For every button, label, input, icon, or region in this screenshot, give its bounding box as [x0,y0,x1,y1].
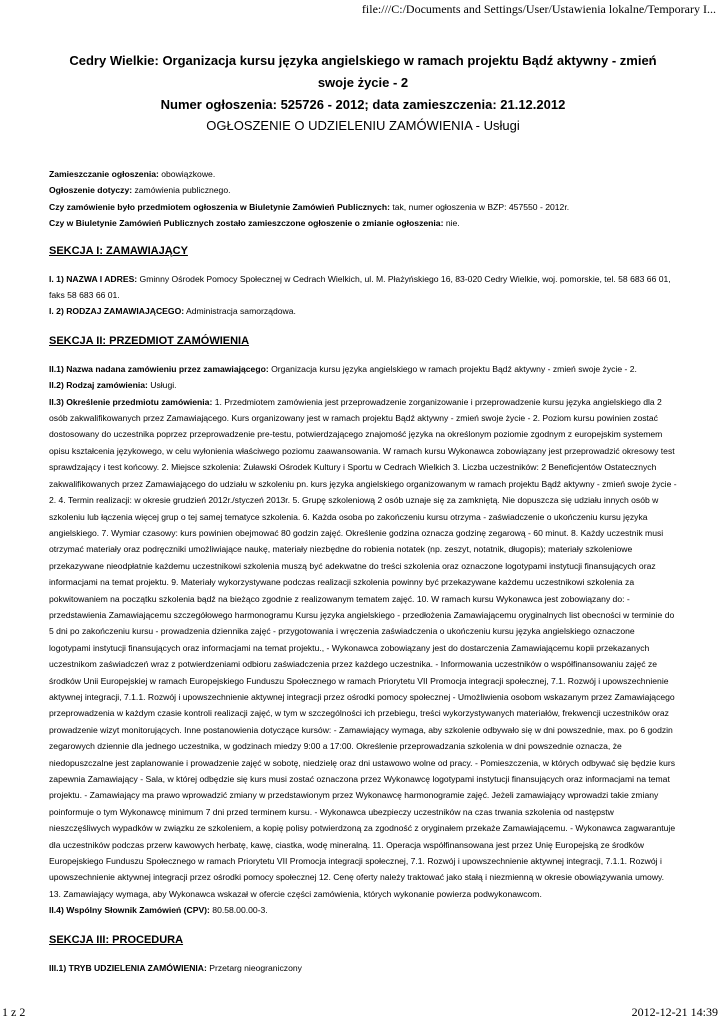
meta-label: Czy w Biuletynie Zamówień Publicznych zostało zamieszczone ogłoszenie o zmianie ogłoszenia: [49,218,444,229]
item-value: Gminny Ośrodek Pomocy Społecznej w Cedrach Wielkich, ul. M. Płażyńskiego 16, 83-020 Cedry Wielkie, woj. pomorskie, tel. 58 683 66 01, faks 58 683 66 01. [49,273,671,301]
page-count: 1 z 2 [2,1005,26,1019]
print-timestamp: 2012-12-21 14:39 [631,1005,718,1019]
item-value: Organizacja kursu języka angielskiego w ramach projektu Bądź aktywny - zmień swoje życie - 2. [268,363,637,374]
item-label: II.2) Rodzaj zamówienia: [49,380,148,391]
item-value: 1. Przedmiotem zamówienia jest przeprowadzenie zorganizowanie i przeprowadzenie kursu języka angielskiego dla 2 osób zakwalifikowanych przez Zamawiającego. Kurs organizowany jest w ramach projektu Bądź aktywny - zmień swoje życie - 2. Poziom kursu powinien zostać dostosowany do uczestnika poprzez przeprowadzenie pre-testu, potwierdzającego znajomość języka na określonym poziomie zgodnym z europejskim systemem opisu kształcenia językowego, w celu wyłonienia właściwego poziomu zaawansowania. W ramach kursu Wykonawca zobowiązany jest przeprowadzić okresowy test sprawdzający i test końcowy. 2. Miejsce szkolenia: Żuławski Ośrodek Kultury i Sportu w Cedrach Wielkich 3. Liczba uczestników: 2 Beneficjentów Ostatecznych zakwalifikowanych przez Zamawiającego do udziału w szkoleniu pn. kurs języka angielskiego organizowanym w ramach projektu Bądź aktywny - zmień swoje życie - 2. 4. Termin realizacji: w okresie grudzień 2012r./styczeń 2013r. 5. Grupę szkoleniową 2 osób uznaje się za zamkniętą. Nie dopuszcza się udziału innych osób w szkoleniu lub łączenia więcej grup o tej samej tematyce szkolenia. 6. Każda osoba po zakończeniu kursu otrzyma - zaświadczenie o ukończeniu kursu języka angielskiego. 7. Wymiar czasowy: kurs powinien obejmować 80 godzin zajęć. Określenie godzina oznacza godzinę zegarową - 60 minut. 8. Każdy uczestnik musi otrzymać materiały oraz podręczniki umożliwiające naukę, materiały niezbędne do robienia notatek (np. zeszyt, notatnik, długopis); materiały szkoleniowe przekazywane nieodpłatnie każdemu uczestnikowi szkolenia muszą być adekwatne do treści szkolenia oraz oznaczone logotypami instytucji finansujących oraz informacjami na temat projektu. 9. Materiały wykorzystywane podczas realizacji szkolenia powinny być przekazywane każdemu uczestnikowi szkolenia za pokwitowaniem na początku szkolenia bądź na bieżąco zgodnie z realizowanym tematem zajęć. 10. W ramach kursu Wykonawca jest zobowiązany do: - przedstawienia Zamawiającemu szczegółowego harmonogramu Kursu języka angielskiego - przedłożenia Zamawiającemu oryginalnych list obecności w terminie do 5 dni po zakończeniu kursu - prowadzenia dziennika zajęć - przygotowania i wręczenia zaświadczenia o ukończeniu kursu języka angielskiego oznaczone logotypami instytucji finansujących oraz informacjami na temat projektu., - Wykonawca zobowiązany jest do dostarczenia Zamawiającemu kopii przekazanych uczestnikom zaświadczeń wraz z potwierdzeniami odbioru zaświadczenia przez każdego uczestnika. - Informowania uczestników o współfinansowaniu zajęć ze środków Unii Europejskiej w ramach Europejskiego Funduszu Społecznego w ramach Priorytetu VII Promocja integracji społecznej, 7.1. Rozwój i upowszechnienie aktywnej integracji, 7.1.1. Rozwój i upowszechnienie aktywnej integracji przez ośrodki pomocy społecznej - Umożliwienia osobom wskazanym przez Zamawiającego przeprowadzenia w każdym czasie kontroli realizacji zajęć, w tym w szczególności ich przebiegu, treści wykorzystywanych materiałów, frekwencji uczestników oraz prowadzenie wizyt monitorujących. Inne postanowienia dotyczące kursów: - Zamawiający wymaga, aby szkolenie odbywało się w dni powszednie, max. po 6 godzin zegarowych dziennie dla jednego uczestnika, w godzinach miedzy 9:00 a 17:00. Określenie przeprowadzania szkolenia w dni powszednie oznacza, że niedopuszczalne jest zaplanowanie i prowadzenie zajęć w sobotę, niedzielę oraz dni ustawowo wolne od pracy. - Pomieszczenia, w których odbywać się będzie kurs zapewnia Zamawiający - Sala, w której odbędzie się kurs musi zostać oznaczona przez Wykonawcę logotypami instytucji finansujących oraz informacjami na temat projektu. - Zamawiający ma prawo wprowadzić zmiany w przedstawionym przez Wykonawcę harmonogramie zajęć. Jeżeli zamawiający wprowadzi takie zmiany poinformuje o tym Wykonawcę minimum 7 dni przed terminem kursu. - Wykonawca ubezpieczy uczestników na czas trwania szkolenia od następstw nieszczęśliwych wypadków w związku ze szkoleniem, a kopię polisy potwierdzoną za zgodność z oryginałem przekaże Zamawiającemu. - Wykonawca zagwarantuje dla uczestników podczas przerw kawowych herbatę, kawę, ciastka, wodę mineralną. 11. Operacja współfinansowana jest przez Unię Europejską ze środków Europejskiego Funduszu Społecznego w ramach Priorytetu VII Promocja integracji społecznej, 7.1. Rozwój i upowszechnienie aktywnej integracji, 7.1.1. Rozwój i upowszechnienie aktywnej integracji przez ośrodki pomocy społecznej 12. Cenę oferty należy traktować jako stałą i niezmienną w okresie obowiązywania umowy. 13. Zamawiający wymaga, aby Wykonawca wskazał w ofercie części zamówienia, których wykonanie powierza podwykonawcom. [49,396,677,899]
notice-type: OGŁOSZENIE O UDZIELENIU ZAMÓWIENIA - Usługi [206,118,520,133]
meta-item [49,199,677,215]
meta-value: obowiązkowe. [158,169,216,179]
section-item [49,361,677,377]
meta-value: zamówienia publicznego. [132,185,231,196]
document-content [49,50,677,990]
item-label: I. 1) NAZWA I ADRES: [49,273,138,284]
section-item [49,271,677,304]
section-heading: SEKCJA II: PRZEDMIOT ZAMÓWIENIA [49,334,250,347]
item-label: III.1) TRYB UDZIELENIA ZAMÓWIENIA: [49,962,207,973]
section-3 [49,933,677,976]
item-label: II.3) Określenie przedmiotu zamówienia: [49,396,213,407]
section-2 [49,334,677,919]
meta-label: Zamieszczanie ogłoszenia: [49,169,159,179]
meta-item [49,182,677,198]
meta-label: Ogłoszenie dotyczy: [49,185,133,196]
title-block [49,50,677,136]
meta-label: Czy zamówienie było przedmiotem ogłoszenia w Biuletynie Zamówień Publicznych: [49,201,390,212]
notice-number: Numer ogłoszenia: 525726 - 2012; data zamieszczenia: 21.12.2012 [160,97,566,112]
title-line-2: swoje życie - 2 [317,75,409,90]
meta-value: nie. [443,218,460,229]
section-item [49,303,677,319]
meta-item [49,166,677,182]
item-value: Usługi. [147,380,177,391]
item-value: Administracja samorządowa. [184,306,296,317]
section-item [49,902,677,918]
item-label: II.1) Nazwa nadana zamówieniu przez zamawiającego: [49,363,269,374]
section-heading: SEKCJA III: PROCEDURA [49,933,184,946]
notice-meta [49,166,677,232]
section-item [49,394,677,903]
title-line-1: Cedry Wielkie: Organizacja kursu języka angielskiego w ramach projektu Bądź aktywny - zmień [69,53,657,68]
item-label: II.4) Wspólny Słownik Zamówień (CPV): [49,905,210,916]
item-value: Przetarg nieograniczony [206,962,302,973]
meta-value: tak, numer ogłoszenia w BZP: 457550 - 2012r. [389,201,570,212]
item-label: I. 2) RODZAJ ZAMAWIAJĄCEGO: [49,306,185,317]
item-value: 80.58.00.00-3. [209,905,268,916]
section-item [49,960,677,976]
section-1 [49,244,677,320]
meta-item [49,215,677,231]
section-item [49,377,677,393]
section-heading: SEKCJA I: ZAMAWIAJĄCY [49,244,188,257]
browser-header-path: file:///C:/Documents and Settings/User/Ustawienia lokalne/Temporary I... [361,2,716,16]
